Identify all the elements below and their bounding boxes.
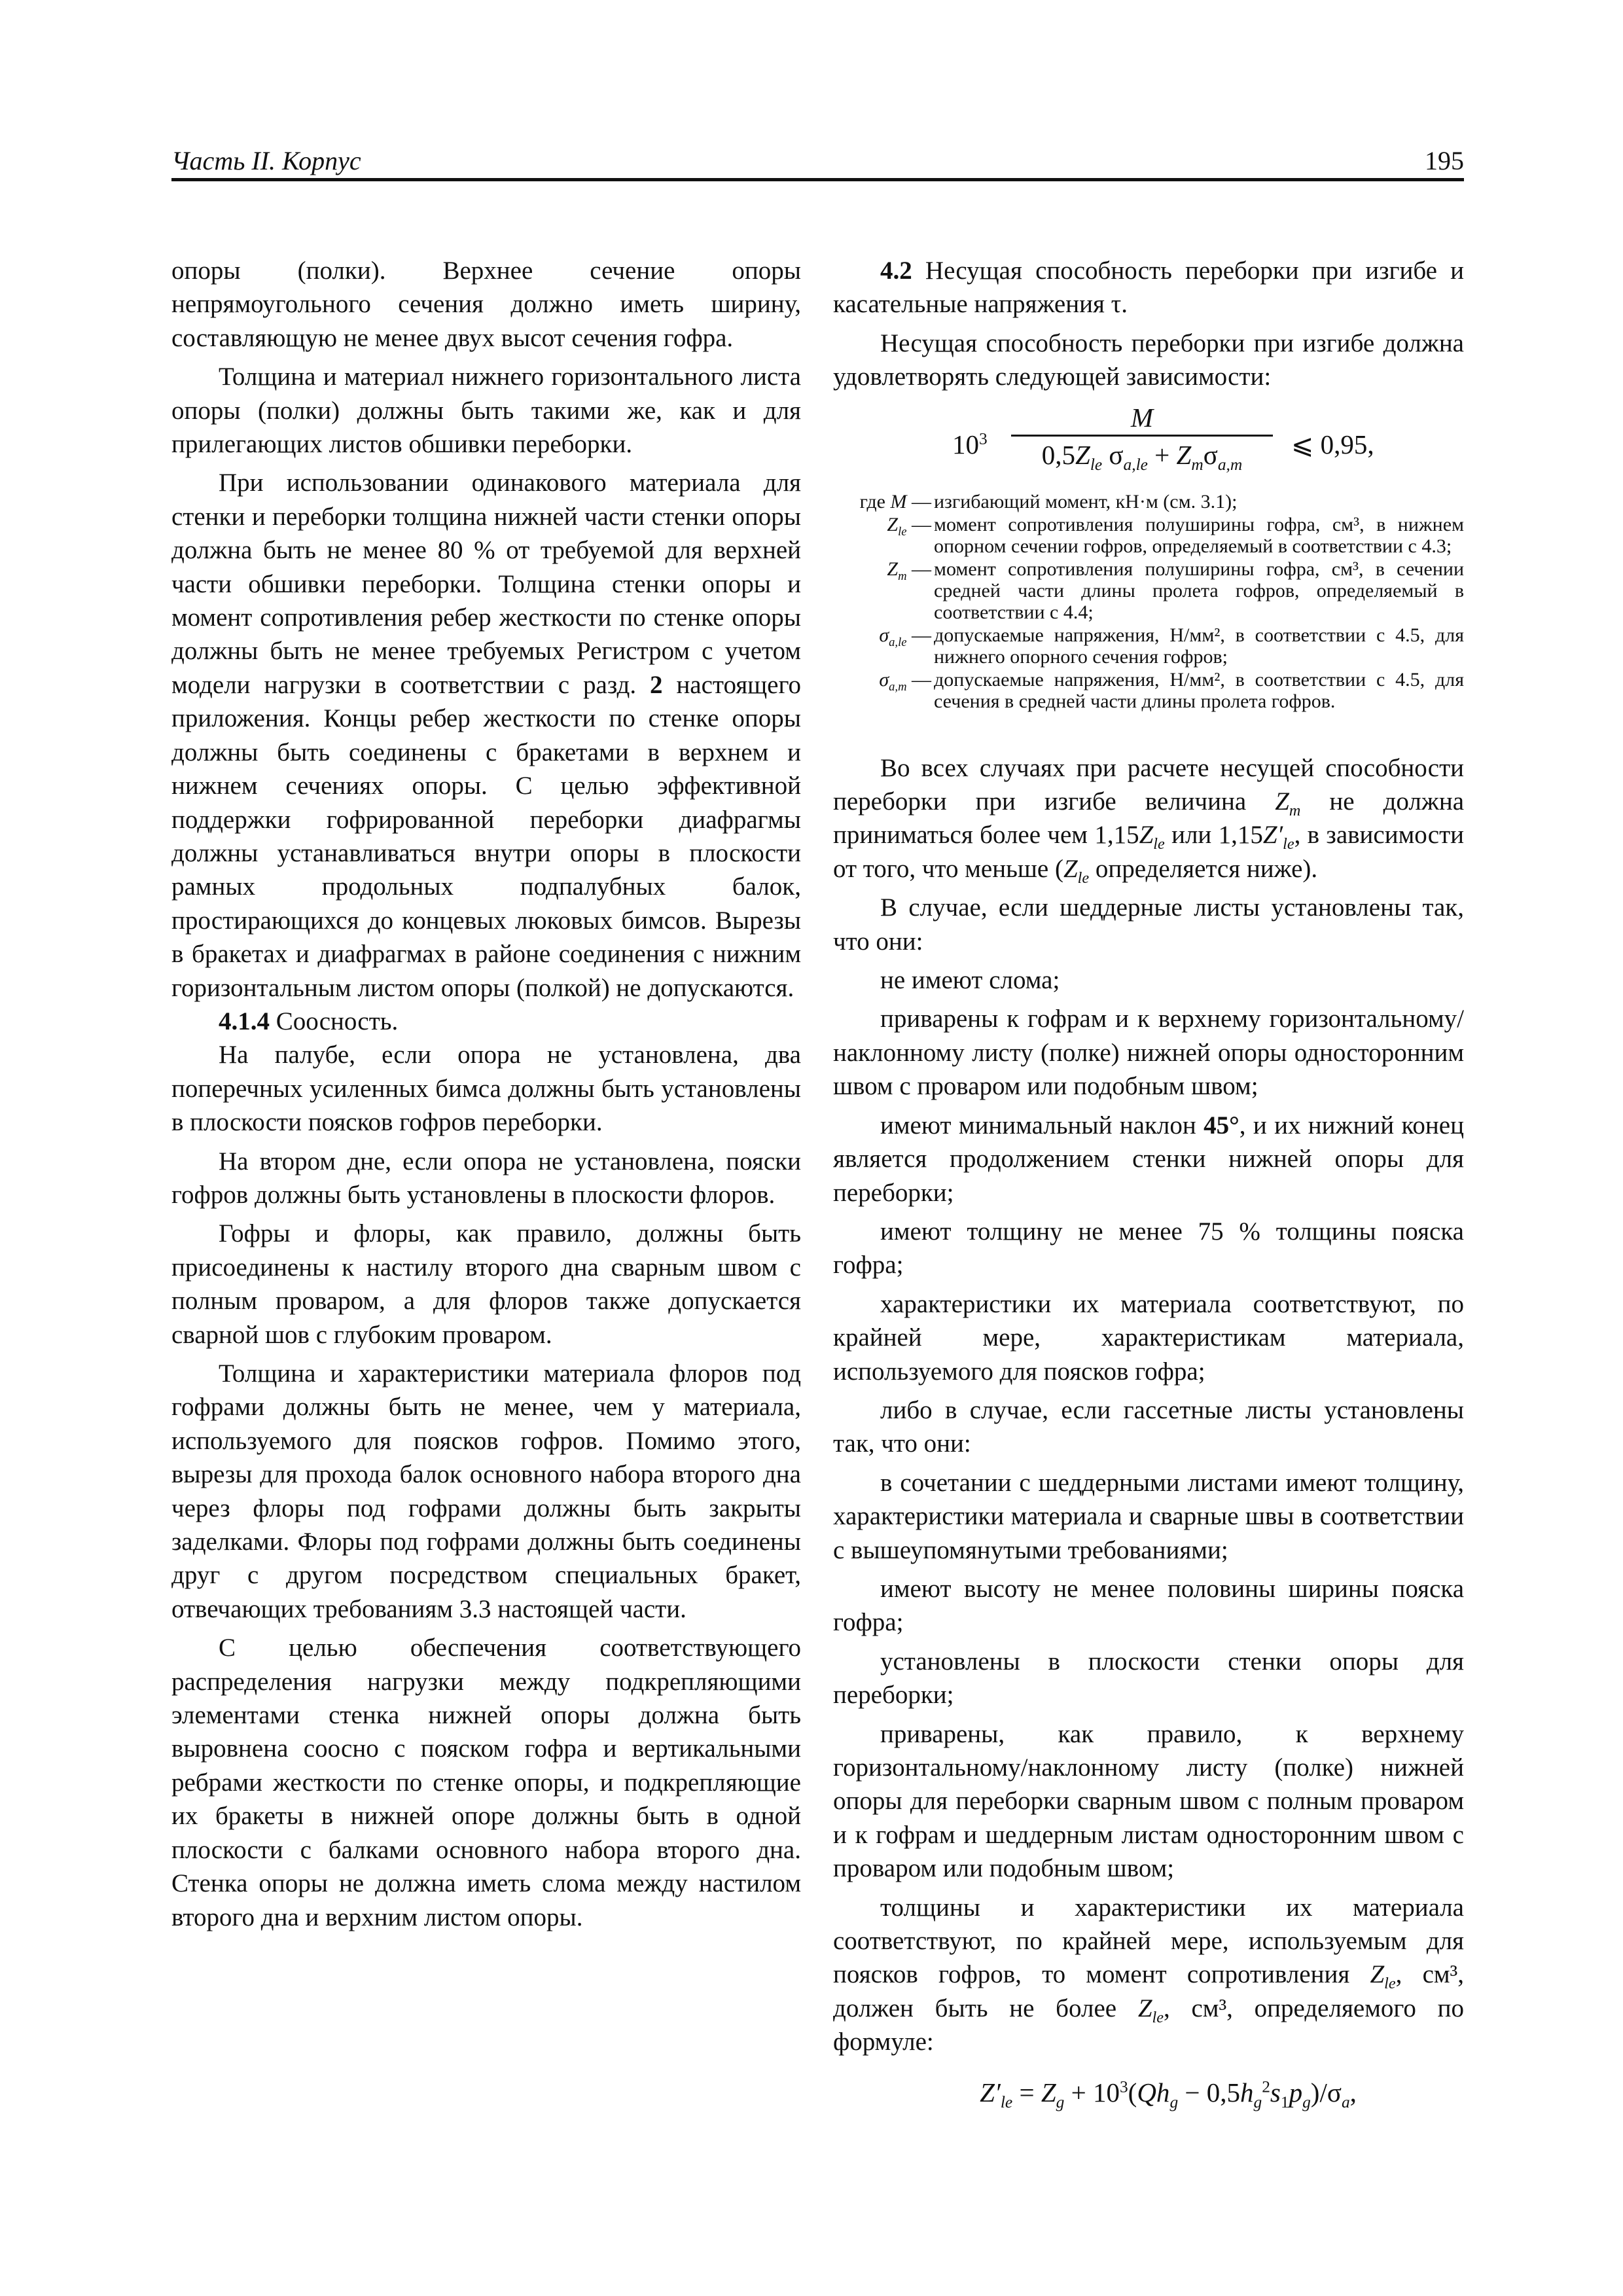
section-4-1-4: 4.1.4 Соосность.: [219, 1007, 399, 1035]
page-number: 195: [1425, 146, 1464, 175]
paragraph: С целью обеспечения соответствующего распределения нагрузки между подкрепляющими элементами стенка нижней опоры должна быть выровнена соосно с пояском гофра и вертикальными ребрами жесткости по стенке опоры, и подкрепляющие их бракеты в нижней опоре должны быть в одной плоскости с балками основного набора второго дна. Стенка опоры не должна иметь слома между настилом второго дна и верхним листом опоры.: [171, 1634, 801, 1931]
left-column: [171, 254, 801, 1934]
list-item: толщины и характеристики их материала соответствуют, по крайней мере, используемым для поясков гофров, то момент сопротивления $Z_{le}$, см³, должен быть не более $Z_{le}$, см³, определяемого по формуле:: [833, 1893, 1465, 2056]
header-title: Часть II. Корпус: [171, 146, 361, 175]
list-item: приварены, как правило, к верхнему горизонтальному/наклонному листу (полке) нижней опоры для переборки сварным швом с полным проваром и к гофрам и шеддерным листам односторонним швом с проваром или подобным швом;: [833, 1719, 1464, 1883]
list-item: имеют высоту не менее половины ширины пояска гофра;: [833, 1574, 1464, 1637]
header-rule: [171, 178, 1464, 181]
paragraph: На палубе, если опора не установлена, два поперечных усиленных бимса должны быть установлены в плоскости поясков гофров переборки.: [171, 1041, 801, 1137]
legend-item: $\sigma_{a,le}$ — допускаемые напряжения, Н/мм², в соответствии с 4.5, для нижнего опорного сечения гофров;: [879, 624, 1464, 668]
page-header: [171, 145, 1464, 179]
formula-bending-capacity: $10^3$ M $0,5Z_{le}$ $\sigma_{a,le} + Z_m\sigma_{a,m}$ ⩽ 0,95,: [952, 402, 1374, 474]
list-item: приварены к гофрам и к верхнему горизонтальному/наклонному листу (полке) нижней опоры односторонним швом с проваром или подобным швом;: [833, 1005, 1464, 1101]
list-item: в сочетании с шеддерными листами имеют толщину, характеристики материала и сварные швы в соответствии с вышеупомянутыми требованиями;: [833, 1468, 1464, 1564]
paragraph: Во всех случаях при расчете несущей способности переборки при изгибе величина $Z_m$ не должна приниматься более чем $1,15Z_{le}$ или $1,15Z'_{le}$, в зависимости от того, что меньше ($Z_{le}$ определяется ниже).: [833, 753, 1465, 887]
paragraph: опоры (полки). Верхнее сечение опоры непрямоугольного сечения должно иметь ширину, составляющую не менее двух высот сечения гофра.: [171, 257, 801, 352]
paragraph: На втором дне, если опора не установлена, пояски гофров должны быть установлены в плоскости флоров.: [171, 1147, 801, 1209]
legend-item: $Z_m$ — момент сопротивления полуширины гофра, см³, в сечении средней части длины пролета гофров, определяемый в соответствии с 4.4;: [887, 558, 1464, 623]
paragraph: Толщина и материал нижнего горизонтального листа опоры (полки) должны быть такими же, как и для прилегающих листов обшивки переборки.: [171, 363, 801, 459]
right-column: [833, 254, 1464, 2109]
legend-item: $\sigma_{a,m}$ — допускаемые напряжения, Н/мм², в соответствии с 4.5, для сечения в средней части длины пролета гофров.: [879, 668, 1464, 712]
paragraph: либо в случае, если гассетные листы установлены так, что они:: [833, 1395, 1464, 1458]
formula-section-modulus: $Z'_{le} = Z_g + 10^3(Qh_g - 0,5h_g^2s_1p_g)/\sigma_a$,: [980, 2077, 1357, 2111]
legend-item: где M — изгибающий момент, кН·м (см. 3.1);: [859, 490, 1238, 512]
list-item: имеют минимальный наклон 45°, и их нижний конец является продолжением стенки нижней опоры для переборки;: [833, 1111, 1464, 1207]
paragraph: В случае, если шеддерные листы установлены так, что они:: [833, 893, 1464, 956]
formula-legend: [833, 491, 1464, 712]
paragraph: Толщина и характеристики материала флоров под гофрами должны быть не менее, чем у материала, используемого для поясков гофров. Помимо этого, вырезы для прохода балок основного набора второго дна через флоры под гофрами должны быть закрыты заделками. Флоры под гофрами должны быть соединены друг с другом посредством специальных бракет, отвечающих требованиям 3.3 настоящей части.: [171, 1359, 801, 1623]
section-4-2-heading: 4.2 Несущая способность переборки при изгибе и касательные напряжения τ.: [833, 257, 1465, 319]
paragraph: Несущая способность переборки при изгибе должна удовлетворять следующей зависимости:: [833, 329, 1464, 391]
paragraph: При использовании одинакового материала для стенки и переборки толщина нижней части стенки опоры должна быть не менее 80 % от требуемой для верхней части обшивки переборки. Толщина стенки опоры и момент сопротивления ребер жесткости по стенке опоры должны быть не менее требуемых Регистром с учетом модели нагрузки в соответствии с разд. 2 настоящего приложения. Концы ребер жесткости по стенке опоры должны быть соединены с бракетами в верхнем и нижнем сечениях опоры. С целью эффективной поддержки гофрированной переборки диафрагмы должны устанавливаться внутри опоры в плоскости рамных продольных подпалубных балок, простирающихся до концевых люковых бимсов. Вырезы в бракетах и диафрагмах в районе соединения с нижним горизонтальным листом опоры (полкой) не допускаются.: [171, 469, 802, 1002]
list-item: установлены в плоскости стенки опоры для переборки;: [833, 1647, 1464, 1710]
list-item: имеют толщину не менее 75 % толщины пояска гофра;: [833, 1217, 1464, 1280]
list-item: не имеют слома;: [880, 966, 1060, 995]
paragraph: Гофры и флоры, как правило, должны быть присоединены к настилу второго дна сварным швом с полным проваром, а для флоров также допускается сварной шов с глубоким проваром.: [171, 1219, 801, 1349]
list-item: характеристики их материала соответствуют, по крайней мере, характеристикам материала, используемого для поясков гофра;: [833, 1289, 1464, 1386]
legend-item: $Z_{le}$ — момент сопротивления полуширины гофра, см³, в нижнем опорном сечении гофров, определяемый в соответствии с 4.3;: [887, 513, 1464, 557]
